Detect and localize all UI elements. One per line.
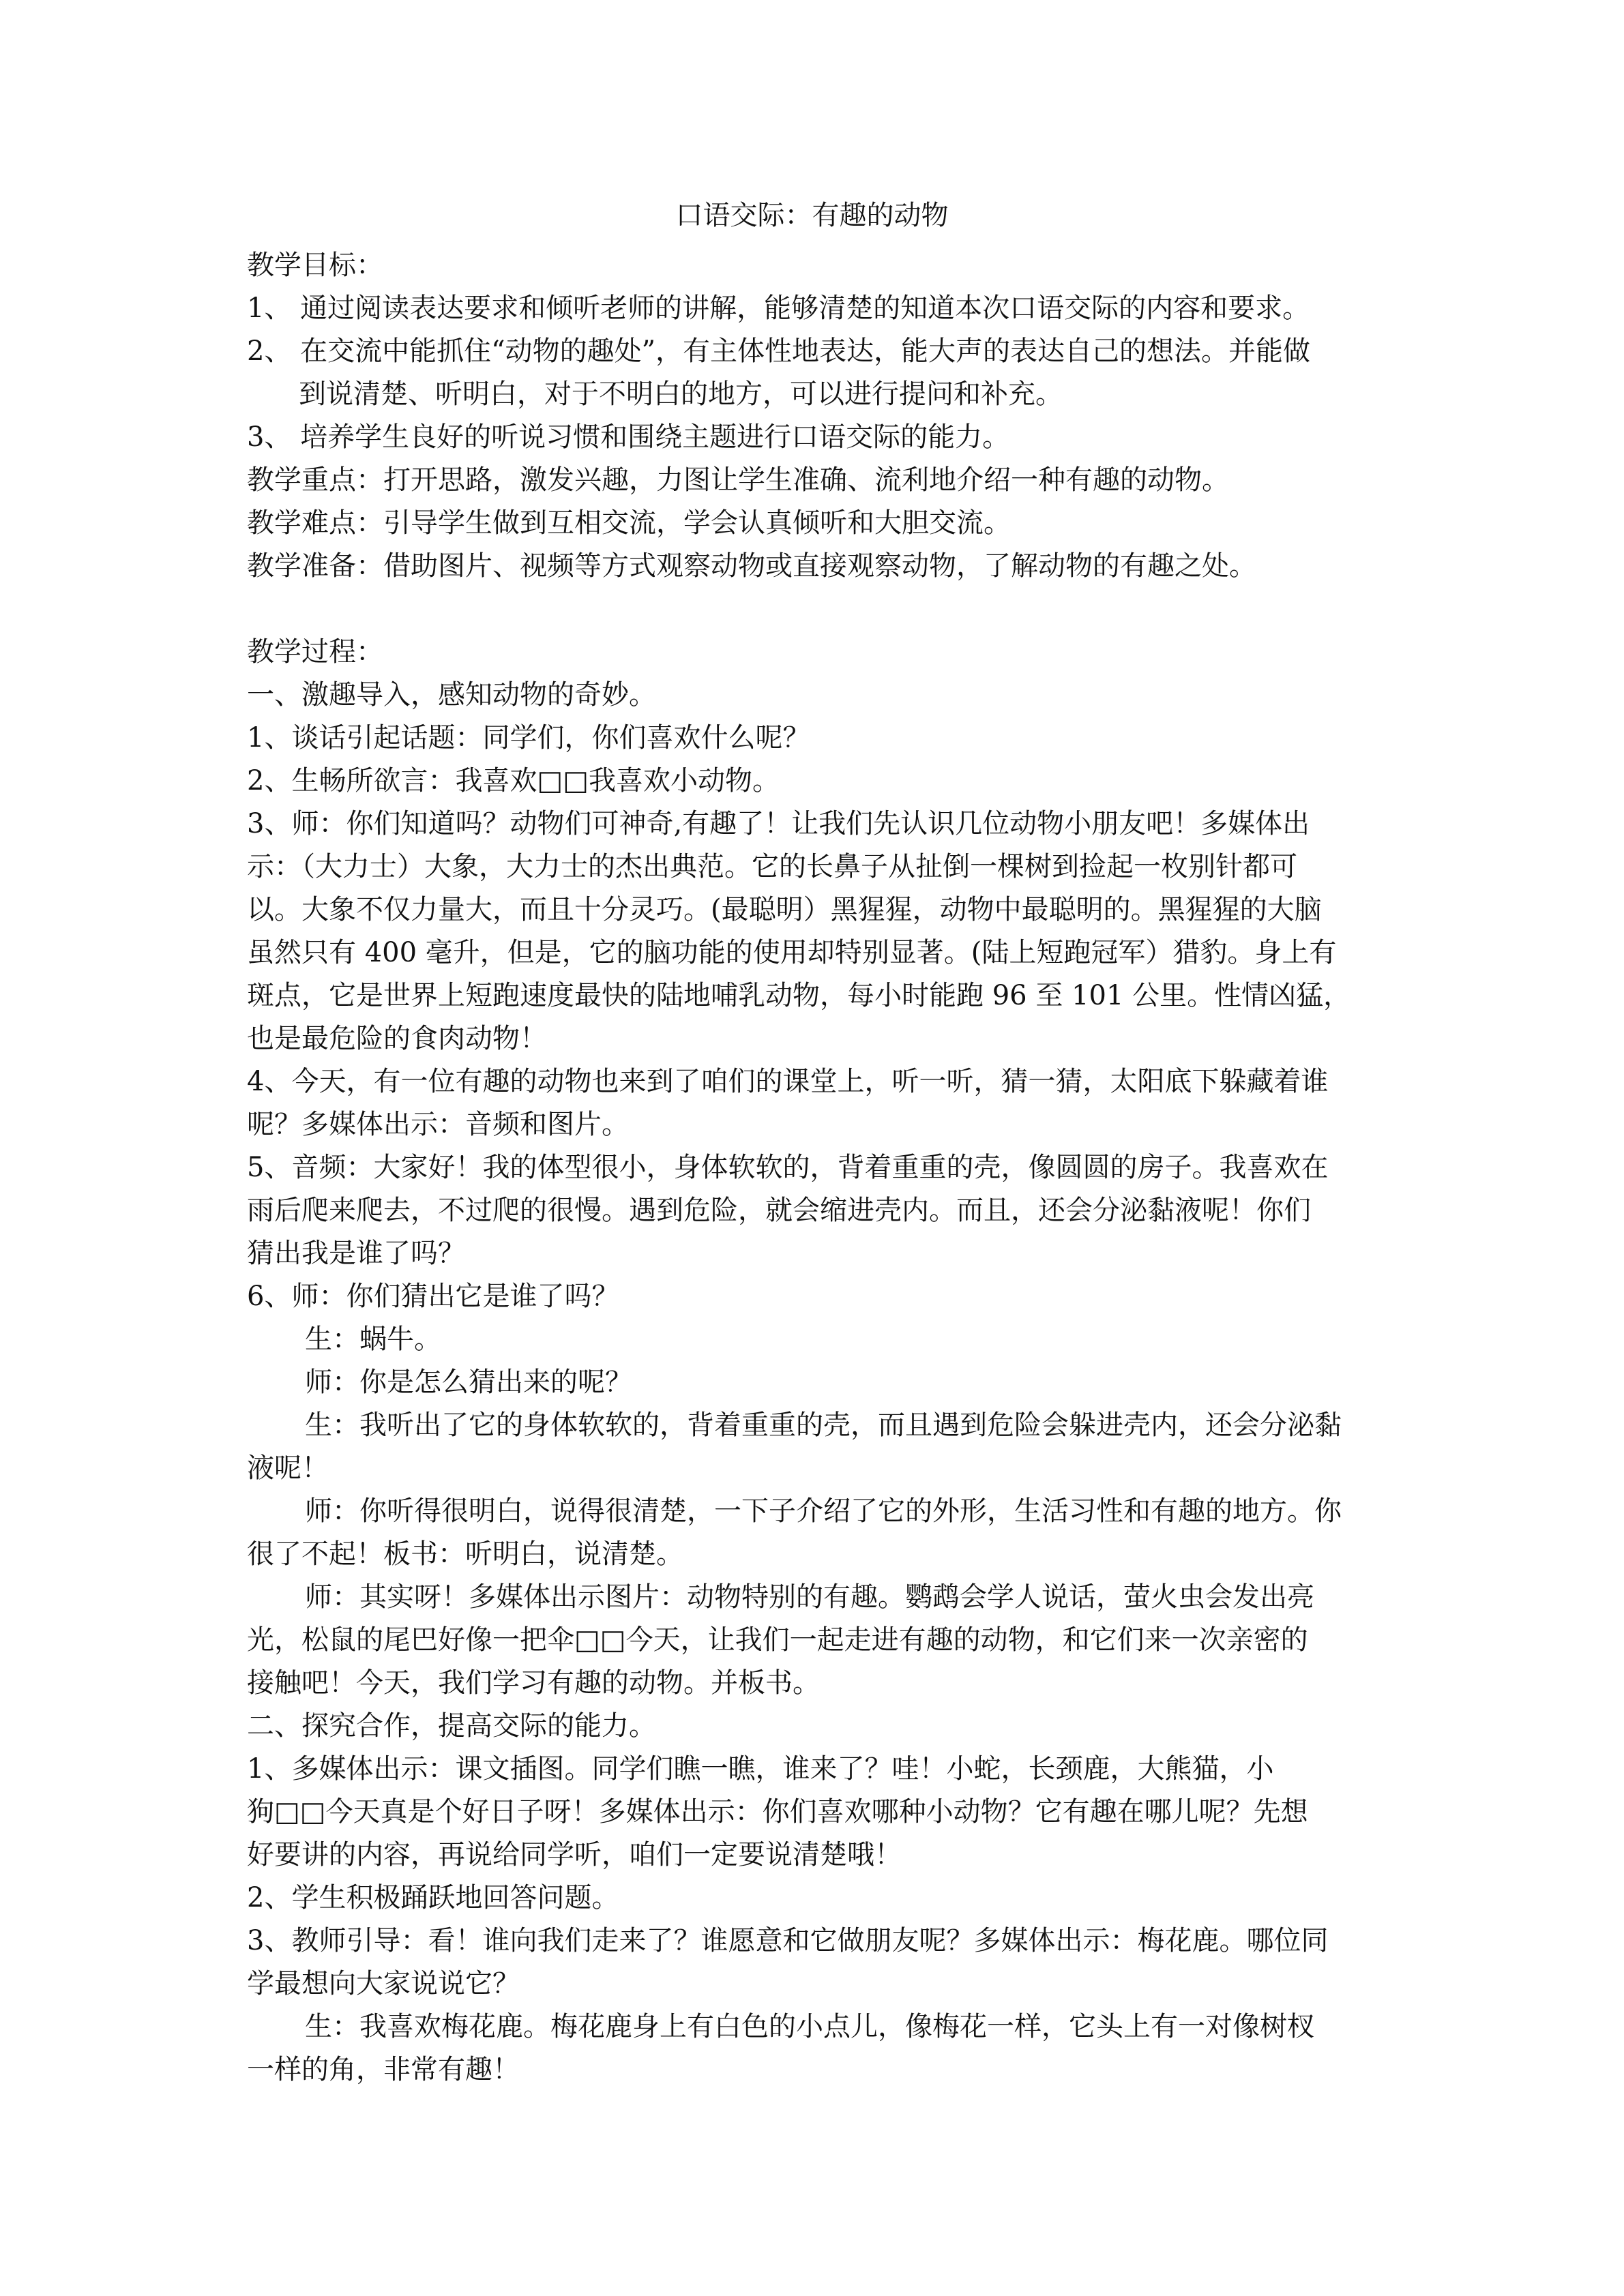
- objectives-heading: 教学目标：: [247, 250, 383, 281]
- dialog-4-line-1: 师：你听得很明白，说得很清楚，一下子介绍了它的外形，生活习性和有趣的地方。你: [305, 1495, 1342, 1527]
- step-3-line-2: 示：（大力士）大象，大力士的杰出典范。它的长鼻子从扯倒一棵树到捡起一枚别针都可: [247, 851, 1297, 882]
- activity-1-line-2: 狗□□今天真是个好日子呀！多媒体出示：你们喜欢哪种小动物？它有趣在哪儿呢？先想: [247, 1796, 1308, 1828]
- step-5-line-3: 猜出我是谁了吗？: [247, 1238, 465, 1269]
- objective-1: 1、 通过阅读表达要求和倾听老师的讲解，能够清楚的知道本次口语交际的内容和要求。: [247, 293, 1310, 324]
- document-body: [247, 244, 1393, 2091]
- activity-3-line-2: 学最想向大家说说它？: [247, 1968, 520, 1999]
- teaching-preparation: 教学准备：借助图片、视频等方式观察动物或直接观察动物，了解动物的有趣之处。: [247, 550, 1256, 582]
- step-5-line-2: 雨后爬来爬去，不过爬的很慢。遇到危险，就会缩进壳内。而且，还会分泌黏液呢！你们: [247, 1195, 1311, 1226]
- activity-3-line-1: 3、教师引导：看！谁向我们走来了？谁愿意和它做朋友呢？多媒体出示：梅花鹿。哪位同: [247, 1925, 1329, 1956]
- step-4-line-1: 4、今天，有一位有趣的动物也来到了咱们的课堂上，听一听，猜一猜，太阳底下躲藏着谁: [247, 1066, 1329, 1097]
- teaching-difficulty: 教学难点：引导学生做到互相交流，学会认真倾听和大胆交流。: [247, 507, 1011, 539]
- objective-2-line-2: 到说清楚、听明白，对于不明白的地方，可以进行提问和补充。: [299, 378, 1063, 410]
- objective-3: 3、 培养学生良好的听说习惯和围绕主题进行口语交际的能力。: [247, 421, 1010, 453]
- page-title: 口语交际：有趣的动物: [675, 200, 949, 231]
- step-3-line-1: 3、师：你们知道吗？动物们可神奇,有趣了！让我们先认识几位动物小朋友吧！多媒体出: [247, 808, 1310, 839]
- activity-4-line-2: 一样的角，非常有趣！: [247, 2054, 520, 2085]
- dialog-1: 生：蜗牛。: [305, 1324, 441, 1355]
- step-6: 6、师：你们猜出它是谁了吗？: [247, 1281, 619, 1312]
- process-heading: 教学过程：: [247, 636, 383, 668]
- step-5-line-1: 5、音频：大家好！我的体型很小，身体软软的，背着重重的壳，像圆圆的房子。我喜欢在: [247, 1152, 1329, 1183]
- step-3-line-5: 斑点，它是世界上短跑速度最快的陆地哺乳动物，每小时能跑 96 至 101 公里。性情凶猛，: [247, 980, 1351, 1011]
- dialog-4-line-2: 很了不起！板书：听明白，说清楚。: [247, 1538, 683, 1570]
- activity-4-line-1: 生：我喜欢梅花鹿。梅花鹿身上有白色的小点儿，像梅花一样，它头上有一对像树杈: [305, 2011, 1314, 2042]
- dialog-3-line-2: 液呢！: [247, 1452, 329, 1484]
- dialog-5-line-2: 光，松鼠的尾巴好像一把伞□□今天，让我们一起走进有趣的动物，和它们来一次亲密的: [247, 1624, 1308, 1656]
- step-4-line-2: 呢？多媒体出示：音频和图片。: [247, 1109, 629, 1140]
- activity-2: 2、学生积极踊跃地回答问题。: [247, 1882, 619, 1913]
- dialog-5-line-1: 师：其实呀！多媒体出示图片：动物特别的有趣。鹦鹉会学人说话，萤火虫会发出亮: [305, 1581, 1314, 1613]
- dialog-2: 师：你是怎么猜出来的呢？: [305, 1367, 632, 1398]
- blank-line: [247, 588, 1393, 631]
- dialog-5-line-3: 接触吧！今天，我们学习有趣的动物。并板书。: [247, 1667, 820, 1699]
- step-2: 2、生畅所欲言：我喜欢□□我喜欢小动物。: [247, 765, 780, 796]
- activity-1-line-1: 1、多媒体出示：课文插图。同学们瞧一瞧，谁来了？哇！小蛇，长颈鹿，大熊猫，小: [247, 1753, 1274, 1785]
- step-1: 1、谈话引起话题：同学们，你们喜欢什么呢？: [247, 722, 810, 754]
- step-3-line-3: 以。大象不仅力量大，而且十分灵巧。(最聪明）黑猩猩，动物中最聪明的。黑猩猩的大脑: [247, 894, 1322, 925]
- step-3-line-4: 虽然只有 400 毫升，但是，它的脑功能的使用却特别显著。(陆上短跑冠军）猎豹。身上有: [247, 937, 1337, 968]
- step-3-line-6: 也是最危险的食肉动物！: [247, 1023, 547, 1054]
- teaching-focus: 教学重点：打开思路，激发兴趣，力图让学生准确、流利地介绍一种有趣的动物。: [247, 464, 1229, 496]
- dialog-3-line-1: 生：我听出了它的身体软软的，背着重重的壳，而且遇到危险会躲进壳内，还会分泌黏: [305, 1410, 1342, 1441]
- part-2-heading: 二、探究合作，提高交际的能力。: [247, 1710, 656, 1742]
- objective-2-line-1: 2、 在交流中能抓住“动物的趣处”，有主体性地表达，能大声的表达自己的想法。并能做: [247, 336, 1311, 367]
- activity-1-line-3: 好要讲的内容，再说给同学听，咱们一定要说清楚哦！: [247, 1839, 902, 1870]
- part-1-heading: 一、激趣导入，感知动物的奇妙。: [247, 679, 656, 711]
